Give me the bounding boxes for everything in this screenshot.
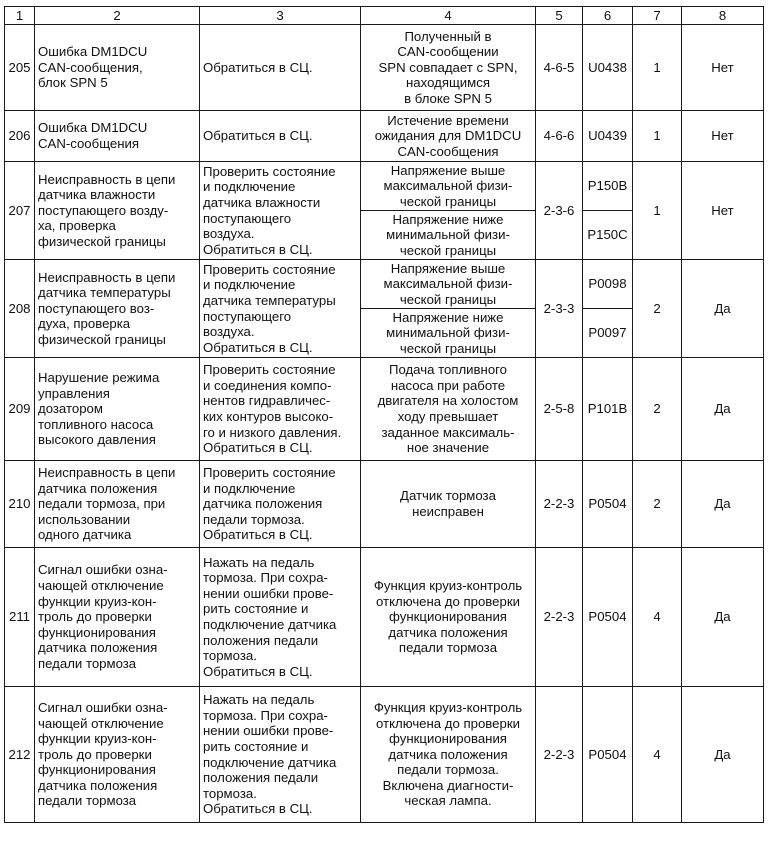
dtc-code: P0504 [583,461,633,548]
lamp-indicator: Да [682,260,764,358]
detection-condition: Функция круиз-контроль отключена до проверки функционирования датчика положения педали тормоза [361,548,536,687]
blink-code: 2-2-3 [536,687,583,823]
col-header-6: 6 [583,7,633,25]
table-row-205 [5,25,764,111]
row-number: 206 [5,111,35,162]
blink-code: 4-6-5 [536,25,583,111]
table-row-209 [5,358,764,461]
table-row-207 [5,162,764,211]
blink-code: 2-2-3 [536,548,583,687]
blink-code: 2-3-3 [536,260,583,358]
col-header-8: 8 [682,7,764,25]
table-row-206 [5,111,764,162]
fault-description: Ошибка DM1DCU CAN-сообщения [35,111,200,162]
table-row-208 [5,260,764,309]
dtc-code-low: P150C [583,211,633,260]
detection-condition-high: Напряжение выше максимальной физи- ческой границы [361,260,536,309]
fault-description: Неисправность в цепи датчика температуры поступающего воз- духа, проверка физической границы [35,260,200,358]
severity-level: 4 [633,687,682,823]
col-header-7: 7 [633,7,682,25]
recommended-action: Обратиться в СЦ. [200,111,361,162]
recommended-action: Обратиться в СЦ. [200,25,361,111]
severity-level: 2 [633,260,682,358]
detection-condition: Истечение времени ожидания для DM1DCU CAN-сообщения [361,111,536,162]
table-row-210 [5,461,764,548]
lamp-indicator: Да [682,687,764,823]
recommended-action: Проверить состояние и подключение датчика температуры поступающего воздуха. Обратиться в СЦ. [200,260,361,358]
lamp-indicator: Нет [682,25,764,111]
detection-condition: Подача топливного насоса при работе двигателя на холостом ходу превышает заданное максималь- ное значение [361,358,536,461]
dtc-code: P0504 [583,548,633,687]
severity-level: 1 [633,162,682,260]
row-number: 212 [5,687,35,823]
fault-description: Нарушение режима управления дозатором топливного насоса высокого давления [35,358,200,461]
row-number: 211 [5,548,35,687]
row-number: 210 [5,461,35,548]
detection-condition: Датчик тормоза неисправен [361,461,536,548]
column-number-row [5,7,764,25]
recommended-action: Проверить состояние и соединения компо- нентов гидравличес- ких контуров высоко- го и низкого давления. Обратиться в СЦ. [200,358,361,461]
blink-code: 4-6-6 [536,111,583,162]
dtc-code-high: P0098 [583,260,633,309]
severity-level: 4 [633,548,682,687]
fault-description: Сигнал ошибки озна- чающей отключение функции круиз-кон- троль до проверки функционирования датчика положения педали тормоза [35,687,200,823]
fault-description: Ошибка DM1DCU CAN-сообщения, блок SPN 5 [35,25,200,111]
col-header-5: 5 [536,7,583,25]
row-number: 209 [5,358,35,461]
col-header-3: 3 [200,7,361,25]
dtc-code-high: P150B [583,162,633,211]
row-number: 208 [5,260,35,358]
dtc-code: U0439 [583,111,633,162]
blink-code: 2-2-3 [536,461,583,548]
col-header-2: 2 [35,7,200,25]
recommended-action: Проверить состояние и подключение датчика положения педали тормоза. Обратиться в СЦ. [200,461,361,548]
row-number: 207 [5,162,35,260]
detection-condition: Функция круиз-контроль отключена до проверки функционирования датчика положения педали тормоза. Включена диагности- ческая лампа. [361,687,536,823]
fault-code-table [4,6,764,823]
lamp-indicator: Нет [682,111,764,162]
table-row-211 [5,548,764,687]
fault-description: Неисправность в цепи датчика положения педали тормоза, при использовании одного датчика [35,461,200,548]
blink-code: 2-5-8 [536,358,583,461]
dtc-code: P101B [583,358,633,461]
lamp-indicator: Да [682,461,764,548]
lamp-indicator: Да [682,548,764,687]
recommended-action: Нажать на педаль тормоза. При сохра- нении ошибки прове- рить состояние и подключение датчика положения педали тормоза. Обратиться в СЦ. [200,687,361,823]
col-header-4: 4 [361,7,536,25]
severity-level: 1 [633,25,682,111]
detection-condition: Полученный в CAN-сообщении SPN совпадает с SPN, находящимся в блоке SPN 5 [361,25,536,111]
blink-code: 2-3-6 [536,162,583,260]
detection-condition-low: Напряжение ниже минимальной физи- ческой границы [361,309,536,358]
row-number: 205 [5,25,35,111]
dtc-code: P0504 [583,687,633,823]
lamp-indicator: Да [682,358,764,461]
table-row-212 [5,687,764,823]
col-header-1: 1 [5,7,35,25]
fault-description: Неисправность в цепи датчика влажности поступающего возду- ха, проверка физической границы [35,162,200,260]
fault-description: Сигнал ошибки озна- чающей отключение функции круиз-кон- троль до проверки функционирования датчика положения педали тормоза [35,548,200,687]
dtc-code: U0438 [583,25,633,111]
recommended-action: Проверить состояние и подключение датчика влажности поступающего воздуха. Обратиться в СЦ. [200,162,361,260]
lamp-indicator: Нет [682,162,764,260]
detection-condition-low: Напряжение ниже минимальной физи- ческой границы [361,211,536,260]
recommended-action: Нажать на педаль тормоза. При сохра- нении ошибки прове- рить состояние и подключение датчика положения педали тормоза. Обратиться в СЦ. [200,548,361,687]
detection-condition-high: Напряжение выше максимальной физи- ческой границы [361,162,536,211]
dtc-code-low: P0097 [583,309,633,358]
severity-level: 2 [633,358,682,461]
severity-level: 1 [633,111,682,162]
severity-level: 2 [633,461,682,548]
